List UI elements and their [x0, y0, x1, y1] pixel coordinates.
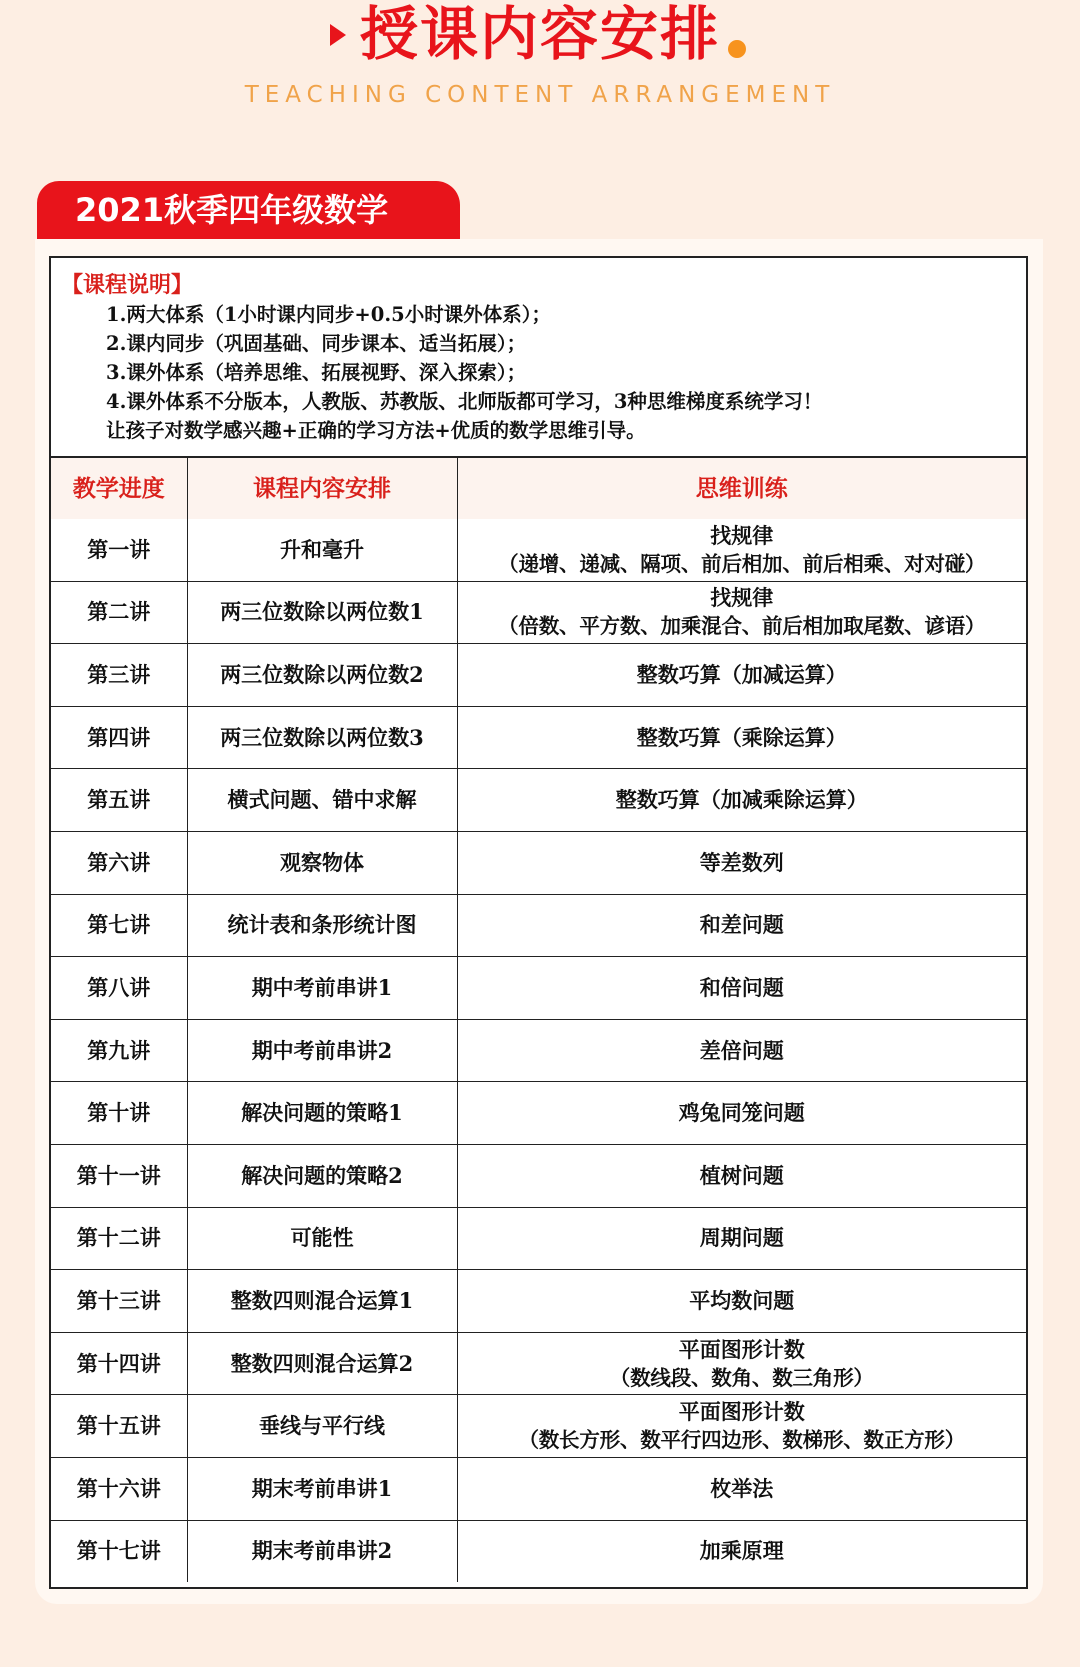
- training-cell: [457, 1207, 1026, 1270]
- training-main: 平均数问题: [689, 1287, 795, 1313]
- section-tab: 2021秋季四年级数学: [37, 181, 460, 239]
- content-cell: 整数四则混合运算1: [187, 1270, 457, 1333]
- training-cell: [457, 894, 1026, 957]
- training-cell: [457, 581, 1026, 644]
- table-row: [51, 644, 1026, 707]
- header-content: 课程内容安排: [187, 458, 457, 519]
- dot-icon: [728, 40, 746, 58]
- triangle-icon: [330, 24, 346, 46]
- schedule-table: [51, 458, 1026, 1582]
- training-main: 差倍问题: [699, 1037, 784, 1063]
- content-cell: 两三位数除以两位数3: [187, 706, 457, 769]
- content-cell: 解决问题的策略2: [187, 1144, 457, 1207]
- lecture-cell: 第二讲: [51, 581, 187, 644]
- training-detail: （倍数、平方数、加乘混合、前后相加取尾数、谚语）: [498, 614, 986, 639]
- content-cell: 整数四则混合运算2: [187, 1332, 457, 1395]
- training-cell: [457, 1457, 1026, 1520]
- training-main: 找规律: [710, 522, 774, 548]
- training-cell: [457, 1270, 1026, 1333]
- training-main: 平面图形计数: [678, 1336, 805, 1362]
- course-document: [49, 256, 1028, 1589]
- training-main: 鸡兔同笼问题: [678, 1100, 805, 1126]
- lecture-cell: 第十五讲: [51, 1395, 187, 1458]
- intro-line: 4.课外体系不分版本，人教版、苏教版、北师版都可学习，3种思维梯度系统学习！: [106, 390, 823, 413]
- table-row: [51, 581, 1026, 644]
- table-row: [51, 519, 1026, 581]
- lecture-cell: 第一讲: [51, 519, 187, 581]
- table-row: [51, 1144, 1026, 1207]
- header-training: 思维训练: [457, 458, 1026, 519]
- training-cell: [457, 1019, 1026, 1082]
- lecture-cell: 第九讲: [51, 1019, 187, 1082]
- intro-line: 1.两大体系（1小时课内同步+0.5小时课外体系）；: [106, 303, 551, 326]
- training-cell: [457, 1144, 1026, 1207]
- training-main: 周期问题: [699, 1225, 784, 1251]
- table-row: [51, 1270, 1026, 1333]
- lecture-cell: 第十三讲: [51, 1270, 187, 1333]
- table-row: [51, 706, 1026, 769]
- content-cell: 可能性: [187, 1207, 457, 1270]
- intro-line: 3.课外体系（培养思维、拓展视野、深入探索）；: [106, 361, 527, 384]
- content-cell: 期中考前串讲1: [187, 957, 457, 1020]
- lecture-cell: 第三讲: [51, 644, 187, 707]
- lecture-cell: 第八讲: [51, 957, 187, 1020]
- training-main: 加乘原理: [699, 1538, 784, 1564]
- table-row: [51, 1332, 1026, 1395]
- page-subtitle: TEACHING CONTENT ARRANGEMENT: [244, 82, 836, 108]
- training-main: 平面图形计数: [678, 1399, 805, 1425]
- page-title-text: 授课内容安排: [359, 0, 720, 68]
- lecture-cell: 第七讲: [51, 894, 187, 957]
- training-cell: [457, 831, 1026, 894]
- content-cell: 解决问题的策略1: [187, 1082, 457, 1145]
- lecture-cell: 第六讲: [51, 831, 187, 894]
- intro-line: 让孩子对数学感兴趣+正确的学习方法+优质的数学思维引导。: [106, 419, 646, 442]
- table-row: [51, 1395, 1026, 1458]
- table-row: [51, 894, 1026, 957]
- training-cell: [457, 1520, 1026, 1582]
- table-body: [51, 519, 1026, 1582]
- training-main: 植树问题: [699, 1162, 784, 1188]
- content-cell: 横式问题、错中求解: [187, 769, 457, 832]
- section-tab-slant: [430, 181, 460, 239]
- training-cell: [457, 1332, 1026, 1395]
- lecture-cell: 第十四讲: [51, 1332, 187, 1395]
- table-row: [51, 1457, 1026, 1520]
- training-main: 找规律: [710, 585, 774, 611]
- training-main: 整数巧算（加减运算）: [636, 661, 847, 687]
- lecture-cell: 第四讲: [51, 706, 187, 769]
- course-intro: [51, 258, 1026, 458]
- table-row: [51, 1019, 1026, 1082]
- lecture-cell: 第十讲: [51, 1082, 187, 1145]
- page-header: [0, 0, 1080, 150]
- page-title: [330, 2, 750, 66]
- training-main: 整数巧算（乘除运算）: [636, 724, 847, 750]
- lecture-cell: 第十二讲: [51, 1207, 187, 1270]
- training-cell: [457, 1395, 1026, 1458]
- lecture-cell: 第十七讲: [51, 1520, 187, 1582]
- table-header-row: [51, 458, 1026, 519]
- intro-line: 2.课内同步（巩固基础、同步课本、适当拓展）；: [106, 332, 527, 355]
- lecture-cell: 第五讲: [51, 769, 187, 832]
- training-main: 和差问题: [699, 912, 784, 938]
- training-main: 等差数列: [699, 849, 784, 875]
- content-cell: 期末考前串讲1: [187, 1457, 457, 1520]
- training-main: 和倍问题: [699, 974, 784, 1000]
- lecture-cell: 第十一讲: [51, 1144, 187, 1207]
- training-cell: [457, 769, 1026, 832]
- training-detail: （递增、递减、隔项、前后相加、前后相乘、对对碰）: [498, 551, 986, 576]
- content-cell: 观察物体: [187, 831, 457, 894]
- intro-heading: 【课程说明】: [61, 272, 194, 298]
- content-cell: 垂线与平行线: [187, 1395, 457, 1458]
- training-cell: [457, 957, 1026, 1020]
- training-main: 枚举法: [710, 1475, 774, 1501]
- content-cell: 两三位数除以两位数1: [187, 581, 457, 644]
- training-detail: （数线段、数角、数三角形）: [609, 1365, 874, 1390]
- table-row: [51, 957, 1026, 1020]
- training-detail: （数长方形、数平行四边形、数梯形、数正方形）: [518, 1428, 966, 1453]
- header-progress: 教学进度: [51, 458, 187, 519]
- content-cell: 升和毫升: [187, 519, 457, 581]
- table-row: [51, 831, 1026, 894]
- title-wrap: [0, 0, 1080, 66]
- training-cell: [457, 519, 1026, 581]
- training-cell: [457, 706, 1026, 769]
- content-cell: 期中考前串讲2: [187, 1019, 457, 1082]
- table-row: [51, 769, 1026, 832]
- table-row: [51, 1520, 1026, 1582]
- content-cell: 期末考前串讲2: [187, 1520, 457, 1582]
- table-row: [51, 1207, 1026, 1270]
- table-row: [51, 1082, 1026, 1145]
- training-cell: [457, 1082, 1026, 1145]
- lecture-cell: 第十六讲: [51, 1457, 187, 1520]
- content-cell: 统计表和条形统计图: [187, 894, 457, 957]
- content-cell: 两三位数除以两位数2: [187, 644, 457, 707]
- training-main: 整数巧算（加减乘除运算）: [615, 787, 868, 813]
- training-cell: [457, 644, 1026, 707]
